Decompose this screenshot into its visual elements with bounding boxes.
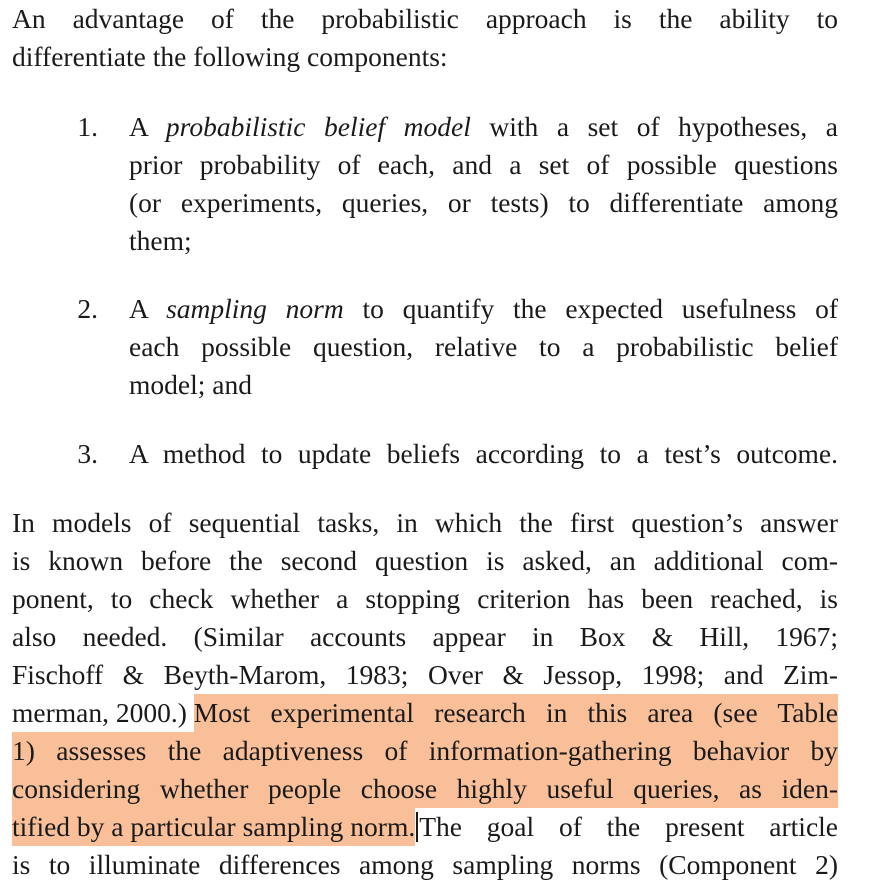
paragraph-line-1: In models of sequential tasks, in which the first question’s answer: [12, 507, 838, 538]
paragraph-line-4: also needed. (Similar accounts appear in Box & Hill, 1967;: [12, 621, 838, 652]
list-item-2-line-1: A sampling norm to quantify the expected usefulness of: [129, 293, 839, 324]
term-sampling-norm: sampling norm: [166, 293, 344, 324]
list-item-1-line-3: (or experiments, queries, or tests) to differentiate among: [129, 187, 838, 218]
list-item-1-line-2: prior probability of each, and a set of possible questions: [129, 149, 838, 180]
paragraph-line-5: Fischoff & Beyth-Marom, 1983; Over & Jessop, 1998; and Zim-: [12, 659, 838, 690]
paragraph-line-3: ponent, to check whether a stopping criterion has been reached, is: [12, 583, 838, 614]
highlight-segment-4[interactable]: tified by a particular sampling norm.: [12, 808, 415, 846]
list-item-2-line-3: model; and: [129, 369, 252, 400]
highlight-segment-3[interactable]: considering whether people choose highly useful queries, as iden-: [12, 770, 838, 808]
list-item-2-line-2: each possible question, relative to a probabilistic belief: [129, 331, 838, 362]
highlight-segment-1[interactable]: Most experimental research in this area (see Table: [194, 694, 838, 732]
intro-line-1: An advantage of the probabilistic approach is the ability to: [12, 3, 838, 34]
text-cursor: [416, 812, 418, 842]
list-item-2-number: 2.: [77, 293, 98, 324]
paragraph-line-9: tified by a particular sampling norm. The goal of the present article: [12, 808, 838, 846]
paragraph-line-10: is to illuminate differences among sampling norms (Component 2): [12, 849, 838, 880]
list-item-3-line-1: A method to update beliefs according to a test’s outcome.: [129, 438, 838, 469]
highlight-segment-2[interactable]: 1) assesses the adaptiveness of information-gathering behavior by: [12, 732, 838, 770]
list-item-1-line-1: A probabilistic belief model with a set of hypotheses, a: [129, 111, 838, 142]
intro-line-2: differentiate the following components:: [12, 41, 448, 72]
list-item-1-line-4: them;: [129, 225, 192, 256]
list-item-1-number: 1.: [77, 111, 98, 142]
paragraph-line-6: merman, 2000.) Most experimental research in this area (see Table: [12, 694, 838, 732]
list-item-3-number: 3.: [77, 438, 98, 469]
paragraph-line-2: is known before the second question is asked, an additional com-: [12, 545, 838, 576]
term-probabilistic-belief-model: probabilistic belief model: [165, 111, 471, 142]
